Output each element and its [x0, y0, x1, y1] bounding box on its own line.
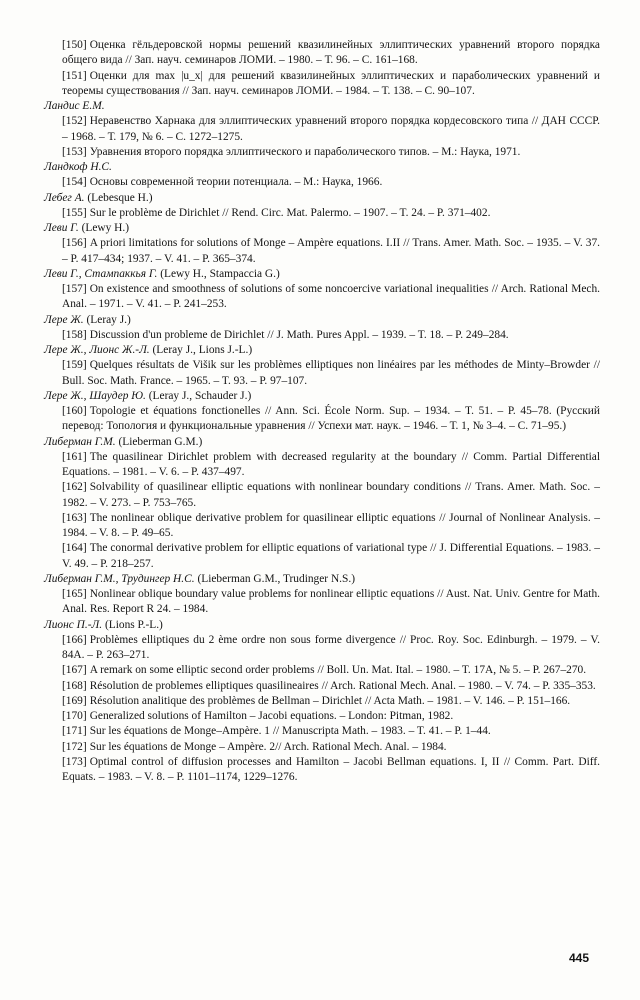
reference-text: Уравнения второго порядка эллиптического и параболического типов. – М.: Наука, 1971. [89, 145, 521, 158]
reference-number: [169] [62, 694, 87, 707]
author-heading [44, 343, 600, 358]
reference-number: [163] [62, 511, 87, 524]
reference-text: Discussion d'un probleme de Dirichlet // J. Math. Pures Appl. – 1939. – T. 18. – P. 249–284. [89, 328, 509, 341]
reference-entry [62, 145, 600, 160]
reference-text: Оценки для max |u_x| для решений квазилинейных эллиптических и параболических уравнений и теоремы существования // Зап. науч. семинаров ЛОМИ. – 1984. – Т. 138. – С. 90–107. [62, 69, 600, 97]
reference-entry [62, 679, 600, 694]
author-heading [44, 618, 600, 633]
author-latin-name: (Lions P.-L.) [104, 618, 163, 631]
reference-number: [150] [62, 39, 87, 51]
reference-entry [62, 709, 600, 724]
reference-text: Résolution de problemes elliptiques quasilineaires // Arch. Rational Mech. Anal. – 1980. – V. 74. – P. 335–353. [89, 679, 596, 692]
reference-number: [161] [62, 450, 87, 463]
reference-entry [62, 236, 600, 267]
author-heading [44, 267, 600, 282]
author-latin-name: (Lieberman G.M., Trudinger N.S.) [197, 572, 355, 585]
author-latin-name: (Lewy H., Stampaccia G.) [160, 267, 280, 280]
reference-entry [62, 114, 600, 145]
reference-text: The nonlinear oblique derivative problem for quasilinear elliptic equations // Journal of Nonlinear Analysis. – 1984. – V. 8. – P. 49–65. [62, 511, 600, 539]
author-name: Леви Г., Стампаккья Г. [44, 267, 158, 280]
reference-entry [62, 587, 600, 618]
reference-entry [62, 663, 600, 678]
author-name: Либерман Г.М., Трудингер Н.С. [44, 572, 195, 585]
reference-entry [62, 755, 600, 786]
reference-entry [62, 328, 600, 343]
reference-number: [151] [62, 69, 87, 82]
reference-text: A priori limitations for solutions of Monge – Ampère equations. I.II // Trans. Amer. Math. Soc. – 1935. – V. 37. – P. 417–434; 1937. – V. 41. – P. 365–374. [62, 237, 600, 265]
reference-entry [62, 541, 600, 572]
reference-text: Основы современной теории потенциала. – М.: Наука, 1966. [89, 176, 383, 189]
reference-number: [160] [62, 405, 87, 417]
reference-text: Sur les équations de Monge – Ampère. 2// Arch. Rational Mech. Anal. – 1984. [89, 740, 447, 753]
reference-number: [156] [62, 237, 87, 250]
author-name: Лебег А. [44, 191, 85, 204]
reference-entry [62, 358, 600, 389]
author-name: Лионс П.-Л. [44, 618, 103, 631]
reference-number: [166] [62, 633, 87, 646]
reference-text: Optimal control of diffusion processes and Hamilton – Jacobi Bellman equations. I, II // Comm. Part. Diff. Equats. – 1983. – V. 8. – P. 1101–1174, 1229–1276. [62, 755, 600, 783]
reference-text: Solvability of quasilinear elliptic equations with nonlinear boundary conditions // Trans. Amer. Math. Soc. – 1982. – V. 273. – P. 753–765. [62, 481, 600, 509]
reference-entry [62, 511, 600, 542]
author-name: Леви Г. [44, 222, 79, 234]
reference-number: [170] [62, 710, 87, 722]
author-name: Либерман Г.М. [44, 435, 116, 448]
reference-text: The quasilinear Dirichlet problem with decreased regularity at the boundary // Comm. Partial Differential Equations. – 1981. – V. 6. – P. 437–497. [62, 450, 600, 478]
reference-number: [158] [62, 328, 87, 341]
reference-text: On existence and smoothness of solutions of some noncoercive variational inequalities // Arch. Rational Mech. Anal. – 1971. – V. 41. – P. 241–253. [62, 283, 600, 311]
page-number: 445 [569, 951, 590, 965]
reference-number: [168] [62, 679, 87, 692]
reference-entry [62, 175, 600, 190]
author-name: Ландкоф Н.С. [44, 161, 112, 173]
author-heading [44, 160, 600, 175]
reference-number: [155] [62, 206, 87, 219]
author-heading [44, 221, 600, 236]
author-heading [44, 191, 600, 206]
reference-entry [62, 69, 600, 100]
reference-number: [171] [62, 725, 87, 738]
reference-text: Problèmes elliptiques du 2 ème ordre non sous forme divergence // Proc. Roy. Soc. Edinburgh. – 1979. – V. 84A. – P. 263–271. [62, 633, 600, 661]
reference-text: A remark on some elliptic second order problems // Boll. Un. Mat. Ital. – 1980. – T. 17A, № 5. – P. 267–270. [89, 664, 587, 677]
reference-text: Nonlinear oblique boundary value problems for nonlinear elliptic equations // Aust. Nat. Univ. Gentre for Math. Anal. Res. Report R 24. – 1984. [62, 588, 600, 616]
author-latin-name: (Lebesque H.) [87, 191, 153, 204]
reference-number: [157] [62, 283, 87, 295]
reference-text: Оценка гёльдеровской нормы решений квазилинейных эллиптических уравнений второго порядка общего вида // Зап. науч. семинаров ЛОМИ. – 1980. – Т. 96. – С. 161–168. [62, 39, 600, 67]
reference-text: Generalized solutions of Hamilton – Jacobi equations. – London: Pitman, 1982. [89, 710, 454, 722]
reference-number: [172] [62, 740, 87, 753]
reference-text: Quelques résultats de Višik sur les problèmes elliptiques non linéaires par les méthodes de Minty–Browder // Bull. Soc. Math. France. – 1965. – T. 93. – P. 97–107. [62, 359, 600, 387]
author-latin-name: (Lieberman G.M.) [118, 435, 203, 448]
author-heading [44, 389, 600, 404]
author-heading [44, 99, 600, 114]
reference-text: Topologie et équations fonctionelles // Ann. Sci. École Norm. Sup. – 1934. – T. 51. – P. 45–78. (Русский перевод: Топология и функциональные уравнения // Успехи мат. наук. – 1946. – Т. 1, № 3–4. – С. 71–95.) [62, 405, 600, 433]
reference-text: Sur les équations de Monge–Ampère. 1 // Manuscripta Math. – 1983. – T. 41. – P. 1–44. [89, 725, 491, 738]
reference-entry [62, 694, 600, 709]
reference-entry [62, 740, 600, 755]
reference-number: [164] [62, 542, 87, 555]
reference-list [44, 38, 600, 785]
reference-entry [62, 206, 600, 221]
reference-number: [167] [62, 664, 87, 677]
author-name: Лере Ж., Шаудер Ю. [44, 389, 146, 402]
reference-number: [153] [62, 145, 87, 158]
author-heading [44, 435, 600, 450]
reference-number: [165] [62, 588, 87, 600]
reference-number: [162] [62, 481, 87, 494]
author-name: Ландис Е.М. [44, 100, 105, 112]
author-name: Лере Ж. [44, 313, 84, 326]
reference-entry [62, 480, 600, 511]
reference-text: Sur le problème de Dirichlet // Rend. Circ. Mat. Palermo. – 1907. – T. 24. – P. 371–402. [89, 206, 491, 219]
reference-text: Résolution analitique des problèmes de Bellman – Dirichlet // Acta Math. – 1981. – V. 146. – P. 151–166. [89, 694, 571, 707]
reference-text: Неравенство Харнака для эллиптических уравнений второго порядка кордесовского типа // ДАН СССР. – 1968. – Т. 179, № 6. – С. 1272–1275. [62, 115, 600, 143]
reference-entry [62, 282, 600, 313]
reference-number: [154] [62, 176, 87, 189]
author-latin-name: (Leray J., Schauder J.) [148, 389, 252, 402]
reference-entry [62, 38, 600, 69]
author-heading [44, 313, 600, 328]
reference-entry [62, 404, 600, 435]
reference-number: [152] [62, 115, 87, 128]
author-latin-name: (Leray J.) [86, 313, 131, 326]
reference-number: [173] [62, 755, 87, 768]
reference-entry [62, 450, 600, 481]
reference-entry [62, 633, 600, 664]
reference-number: [159] [62, 359, 87, 372]
reference-text: The conormal derivative problem for elliptic equations of variational type // J. Differential Equations. – 1983. – V. 49. – P. 218–257. [62, 542, 600, 570]
author-latin-name: (Leray J., Lions J.-L.) [152, 344, 253, 356]
author-latin-name: (Lewy H.) [81, 222, 130, 234]
author-heading [44, 572, 600, 587]
author-name: Лере Ж., Лионс Ж.-Л. [44, 344, 150, 356]
reference-entry [62, 724, 600, 739]
